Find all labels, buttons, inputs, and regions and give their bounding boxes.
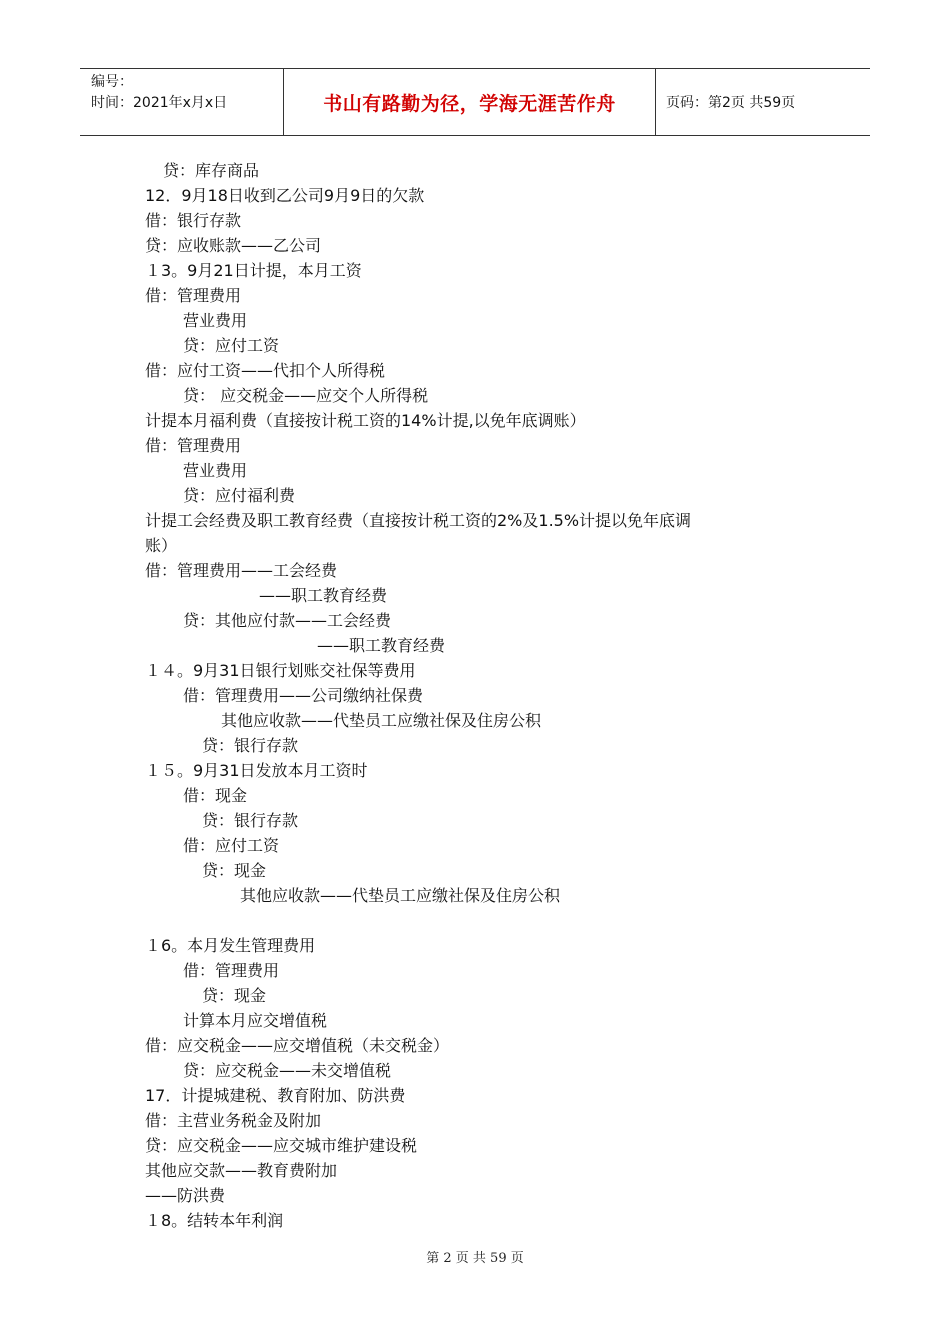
text-line: 营业费用 — [183, 311, 248, 330]
text-line: １3。9月21日计提，本月工资 — [145, 261, 362, 280]
text-line: 贷：银行存款 — [202, 736, 299, 755]
text-line: ——职工教育经费 — [317, 636, 446, 655]
text-line: 其他应收款——代垫员工应缴社保及住房公积 — [221, 711, 542, 730]
document-number-label: 编号： — [91, 74, 133, 90]
text-line: 借：管理费用 — [183, 961, 280, 980]
text-line: 借：应付工资——代扣个人所得税 — [145, 361, 386, 380]
text-line: ——防洪费 — [145, 1186, 226, 1205]
text-line: 贷：应收账款——乙公司 — [145, 236, 322, 255]
text-line: 借：现金 — [183, 786, 248, 805]
text-line: 贷：应交税金——未交增值税 — [183, 1061, 392, 1080]
document-body — [145, 158, 825, 1233]
text-line: 账） — [145, 536, 178, 555]
text-line: 贷：银行存款 — [202, 811, 299, 830]
text-line: １４。9月31日银行划账交社保等费用 — [145, 661, 416, 680]
text-line: １6。本月发生管理费用 — [145, 936, 316, 955]
text-line: 贷：应付工资 — [183, 336, 280, 355]
text-line: １8。结转本年利润 — [145, 1211, 284, 1230]
text-line: 借：应付工资 — [183, 836, 280, 855]
text-line: 借：主营业务税金及附加 — [145, 1111, 322, 1130]
text-line: 贷：现金 — [202, 861, 267, 880]
text-line: 借：管理费用——公司缴纳社保费 — [183, 686, 424, 705]
text-line: 其他应收款——代垫员工应缴社保及住房公积 — [240, 886, 561, 905]
document-time-label: 时间：2021年x月x日 — [91, 95, 228, 111]
text-line: 借：管理费用 — [145, 436, 242, 455]
text-line: 贷：应交税金——应交城市维护建设税 — [145, 1136, 418, 1155]
header-motto: 书山有路勤为径，学海无涯苦作舟 — [283, 69, 656, 135]
text-line: 贷：其他应付款——工会经费 — [183, 611, 392, 630]
text-line — [145, 908, 825, 933]
header-page-info: 页码：第2页 共59页 — [666, 95, 796, 111]
text-line: 贷：库存商品 — [163, 161, 260, 180]
text-line: 借：管理费用 — [145, 286, 242, 305]
text-line: １５。9月31日发放本月工资时 — [145, 761, 368, 780]
text-line: 贷：现金 — [202, 986, 267, 1005]
page-header — [80, 68, 870, 136]
text-line: 12．9月18日收到乙公司9月9日的欠款 — [145, 186, 425, 205]
text-line: 计提工会经费及职工教育经费（直接按计税工资的2%及1.5%计提以免年底调 — [145, 511, 692, 530]
page-footer: 第 2 页 共 59 页 — [426, 1251, 524, 1266]
text-line: 借：应交税金——应交增值税（未交税金） — [145, 1036, 450, 1055]
text-line: 其他应交款——教育费附加 — [145, 1161, 338, 1180]
text-line: 营业费用 — [183, 461, 248, 480]
text-line: 计算本月应交增值税 — [183, 1011, 328, 1030]
header-meta — [80, 69, 283, 135]
text-line: 借：管理费用——工会经费 — [145, 561, 338, 580]
text-line: ——职工教育经费 — [259, 586, 388, 605]
text-line: 借：银行存款 — [145, 211, 242, 230]
text-line: 17．计提城建税、教育附加、防洪费 — [145, 1086, 406, 1105]
text-line: 贷： 应交税金——应交个人所得税 — [183, 386, 429, 405]
text-line: 贷：应付福利费 — [183, 486, 296, 505]
text-line: 计提本月福利费（直接按计税工资的14%计提,以免年底调账） — [145, 411, 586, 430]
